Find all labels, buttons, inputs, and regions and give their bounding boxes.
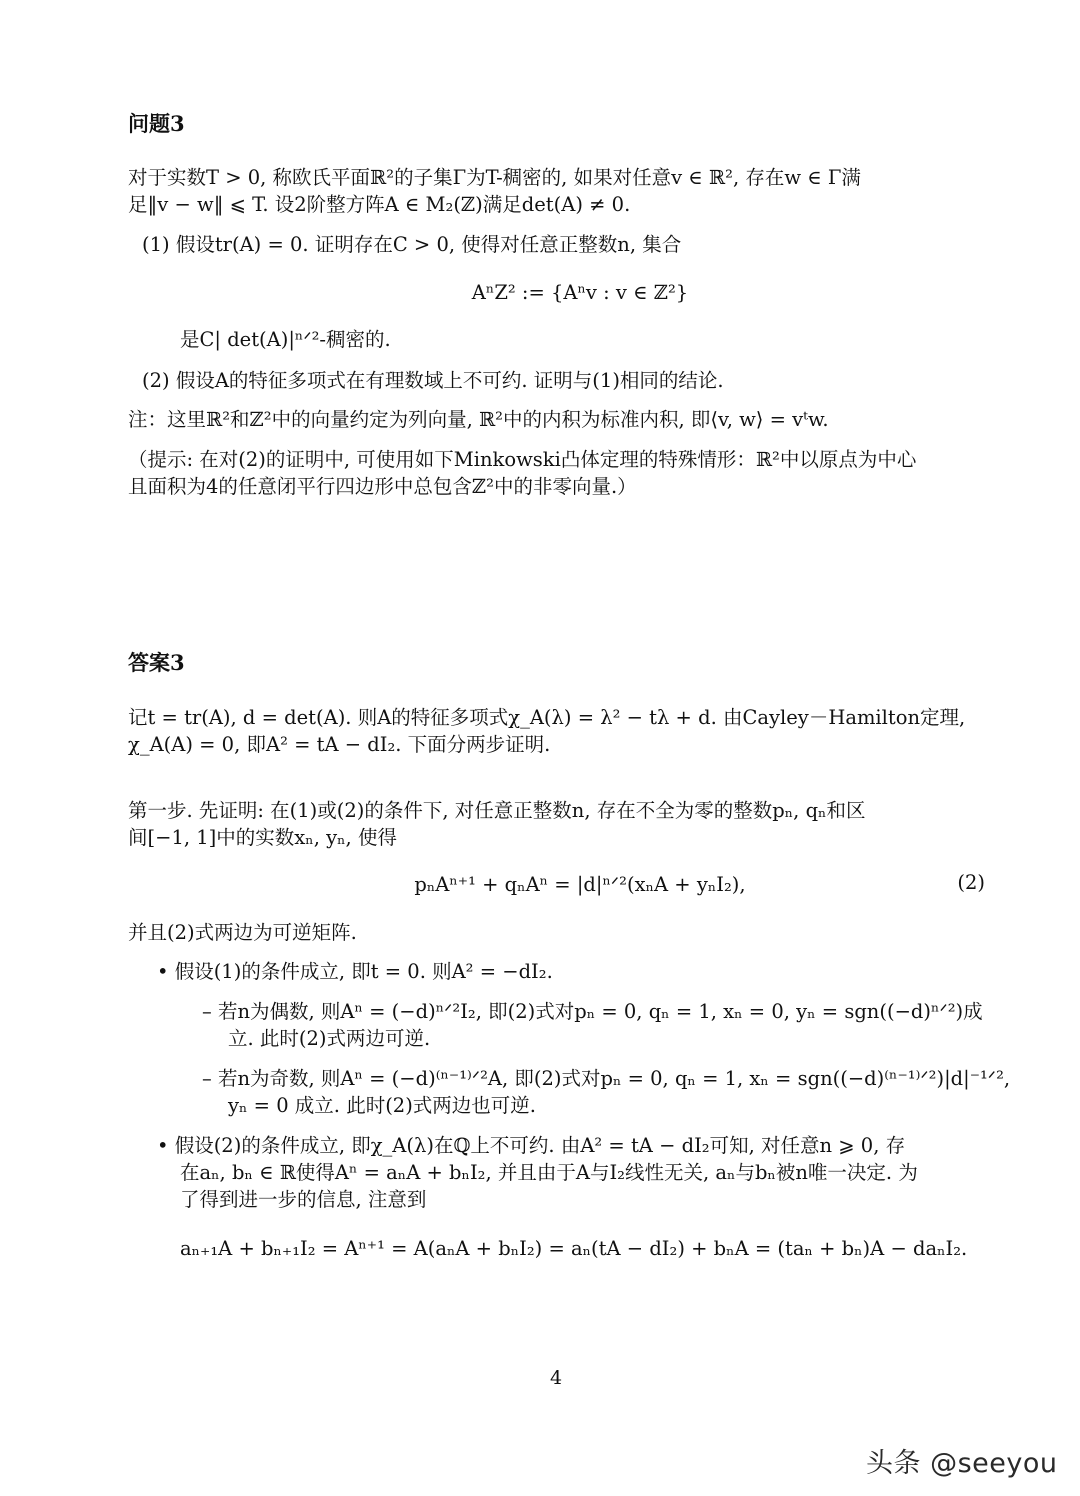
bullet-case-2-line-2: 在aₙ, bₙ ∈ ℝ使得Aⁿ = aₙA + bₙI₂, 并且由于A与I₂线性无关, aₙ与bₙ被n唯一决定. 为: [180, 1161, 918, 1184]
bullet-case-1: • 假设(1)的条件成立, 即t = 0. 则A² = −dI₂.: [157, 960, 553, 983]
question-part-2: (2) 假设A的特征多项式在有理数域上不可约. 证明与(1)相同的结论.: [142, 369, 724, 392]
after-equation-text: 并且(2)式两边为可逆矩阵.: [128, 921, 357, 944]
answer-intro-line-2: χ_A(A) = 0, 即A² = tA − dI₂. 下面分两步证明.: [128, 733, 551, 756]
question-title: 问题3: [128, 111, 185, 136]
case-even-line-2: 立. 此时(2)式两边可逆.: [228, 1027, 431, 1050]
part1-conclusion: 是C| det(A)|ⁿᐟ²-稠密的.: [180, 328, 391, 351]
bullet-case-2-line-1: • 假设(2)的条件成立, 即χ_A(λ)在ℚ上不可约. 由A² = tA − dI₂可知, 对任意n ⩾ 0, 存: [157, 1134, 906, 1157]
case-odd-line-2: yₙ = 0 成立. 此时(2)式两边也可逆.: [228, 1094, 537, 1117]
answer-title: 答案3: [128, 650, 185, 675]
bullet-case-2-line-3: 了得到进一步的信息, 注意到: [180, 1188, 427, 1211]
watermark: 头条 @seeyou: [866, 1448, 1058, 1479]
step1-line-2: 间[−1, 1]中的实数xₙ, yₙ, 使得: [128, 826, 397, 849]
part1-formula: AⁿZ² := {Aⁿv : v ∈ ℤ²}: [471, 281, 689, 304]
question-intro-line-2: 足‖v − w‖ ⩽ T. 设2阶整方阵A ∈ M₂(ℤ)满足det(A) ≠ 0.: [128, 193, 631, 216]
question-part-1: (1) 假设tr(A) = 0. 证明存在C > 0, 使得对任意正整数n, 集合: [142, 233, 682, 256]
case-odd-line-1: – 若n为奇数, 则Aⁿ = (−d)⁽ⁿ⁻¹⁾ᐟ²A, 即(2)式对pₙ = 0, qₙ = 1, xₙ = sgn((−d)⁽ⁿ⁻¹⁾ᐟ²)|d|⁻¹ᐟ²,: [202, 1067, 1011, 1090]
answer-intro-line-1: 记t = tr(A), d = det(A). 则A的特征多项式χ_A(λ) = λ² − tλ + d. 由Cayley－Hamilton定理,: [128, 706, 966, 729]
step1-line-1: 第一步. 先证明: 在(1)或(2)的条件下, 对任意正整数n, 存在不全为零的整数pₙ, qₙ和区: [128, 799, 866, 822]
question-note: 注：这里ℝ²和ℤ²中的向量约定为列向量, ℝ²中的内积为标准内积, 即⟨v, w⟩ = vᵗw.: [128, 408, 829, 431]
question-hint-line-1: （提示: 在对(2)的证明中, 可使用如下Minkowski凸体定理的特殊情形：ℝ²中以原点为中心: [128, 448, 917, 471]
question-intro-line-1: 对于实数T > 0, 称欧氏平面ℝ²的子集Γ为T-稠密的, 如果对任意v ∈ ℝ², 存在w ∈ Γ满: [128, 166, 861, 189]
case-even-line-1: – 若n为偶数, 则Aⁿ = (−d)ⁿᐟ²I₂, 即(2)式对pₙ = 0, qₙ = 1, xₙ = 0, yₙ = sgn((−d)ⁿᐟ²)成: [202, 1000, 983, 1023]
page-number: 4: [549, 1367, 563, 1389]
question-hint-line-2: 且面积为4的任意闭平行四边形中总包含ℤ²中的非零向量.）: [128, 475, 637, 498]
equation-2-label: (2): [957, 871, 985, 894]
equation-2: pₙAⁿ⁺¹ + qₙAⁿ = |d|ⁿᐟ²(xₙA + yₙI₂),: [414, 873, 746, 896]
final-equation: aₙ₊₁A + bₙ₊₁I₂ = Aⁿ⁺¹ = A(aₙA + bₙI₂) = aₙ(tA − dI₂) + bₙA = (taₙ + bₙ)A − daₙI₂.: [180, 1237, 968, 1260]
